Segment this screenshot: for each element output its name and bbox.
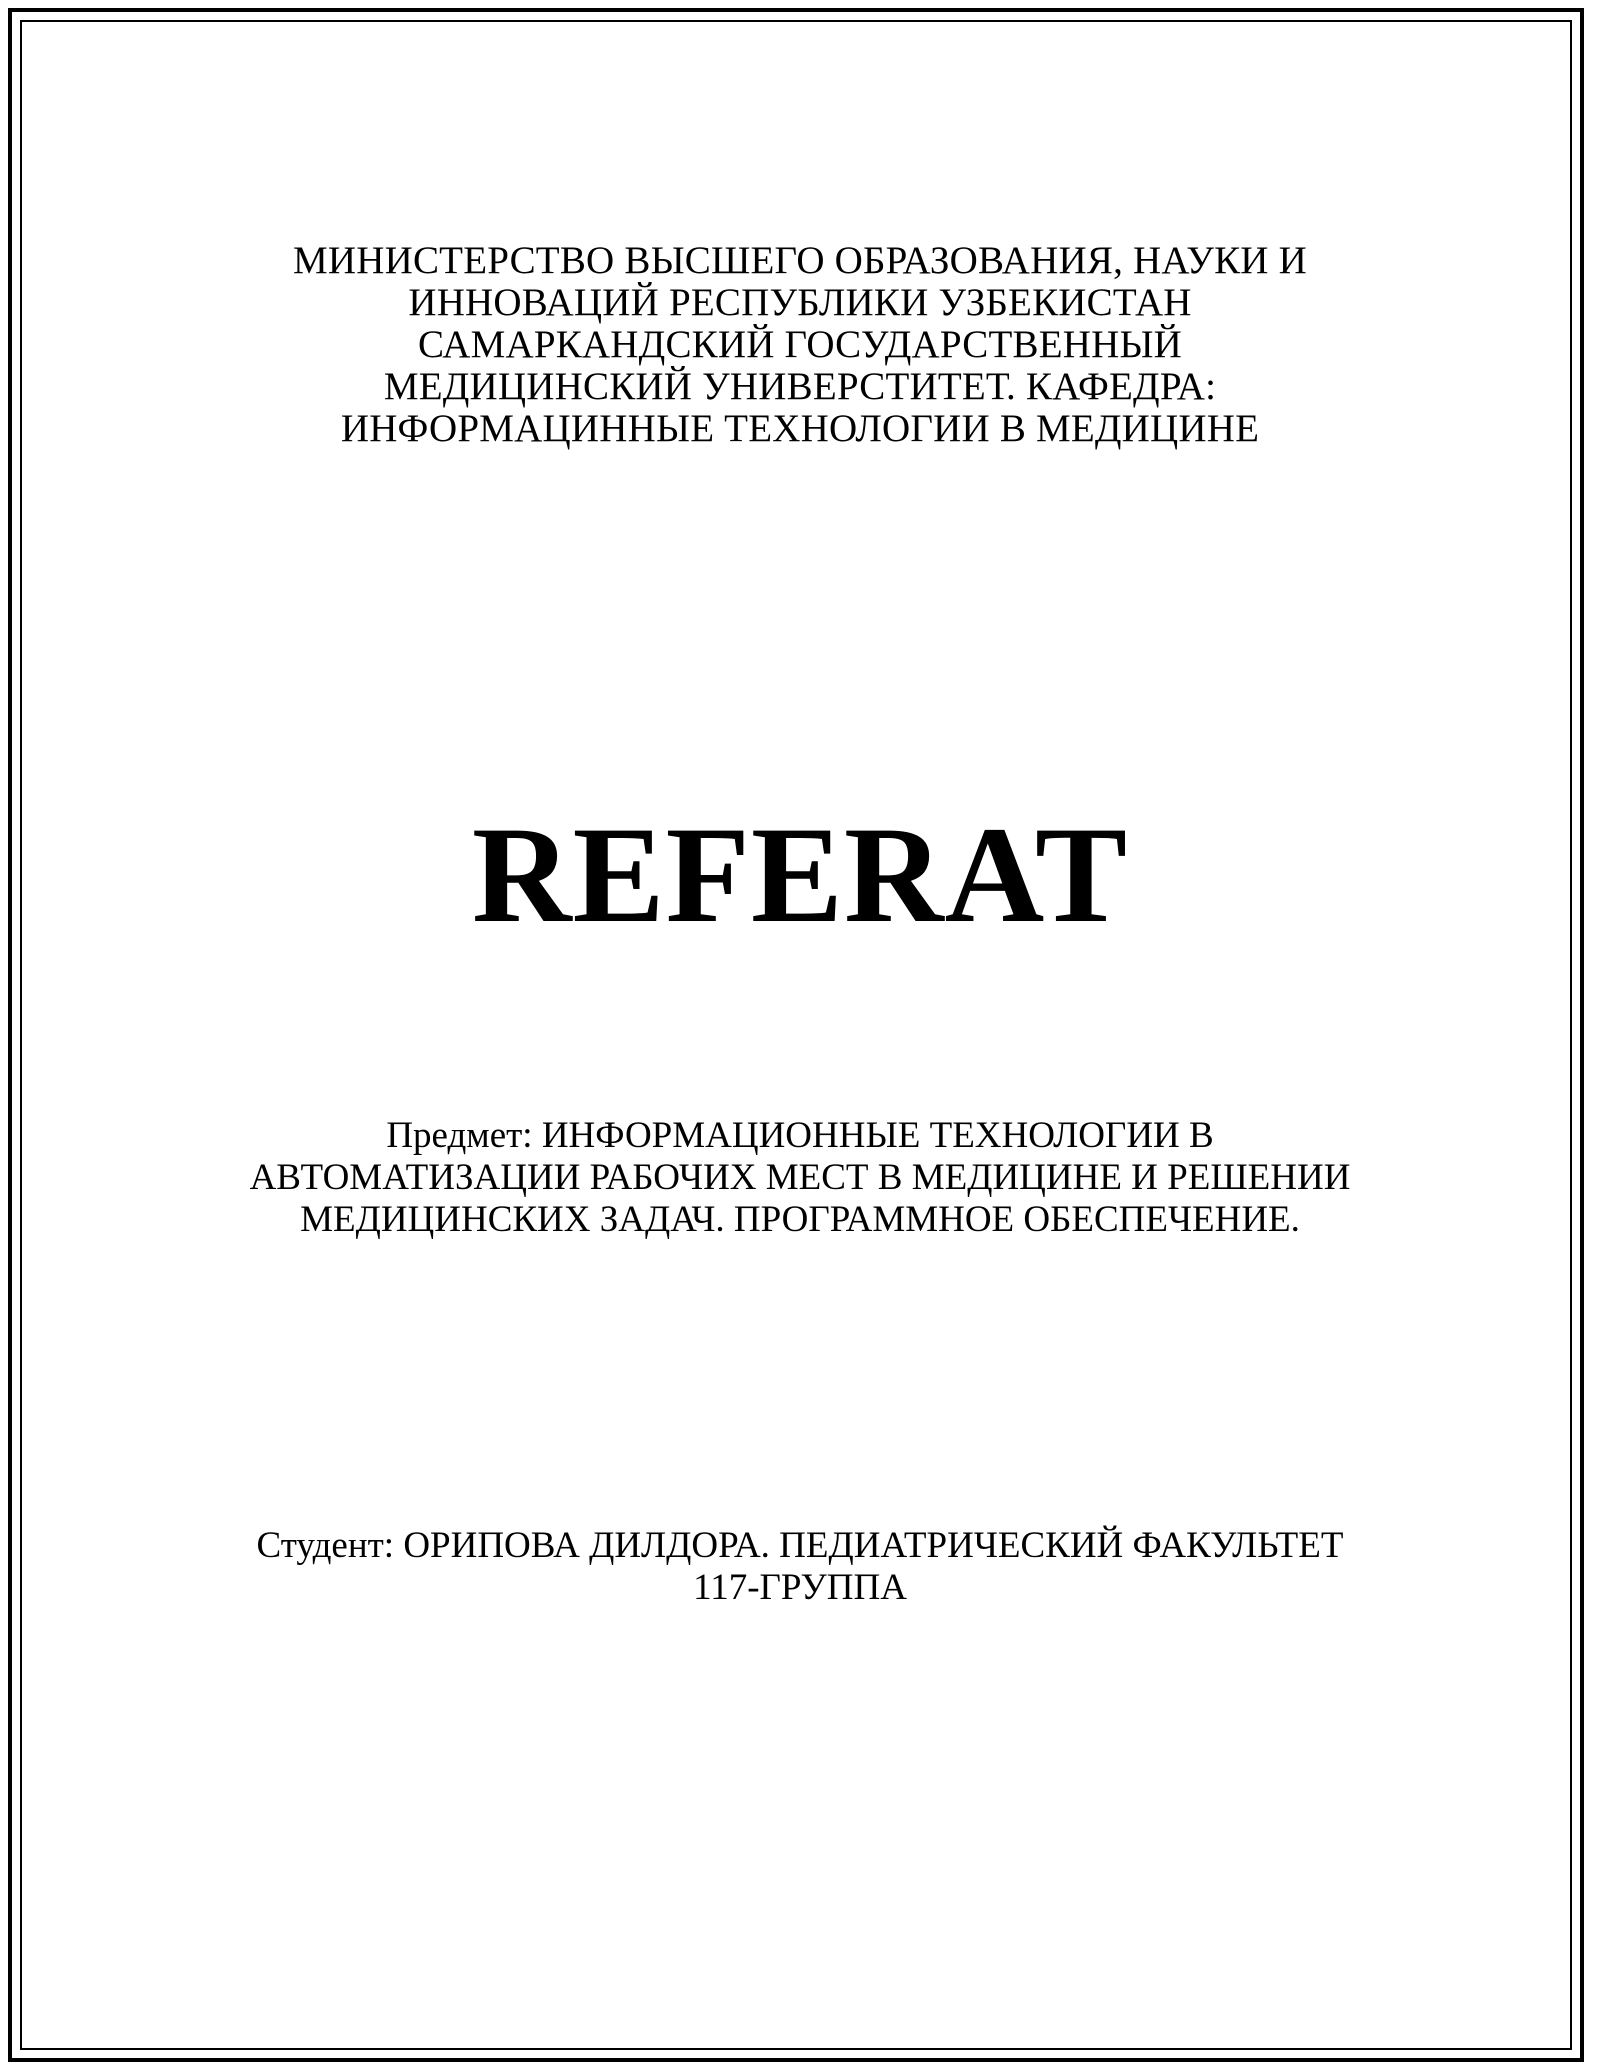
- subject-line: АВТОМАТИЗАЦИИ РАБОЧИХ МЕСТ В МЕДИЦИНЕ И РЕШЕНИИ: [249, 1157, 1351, 1198]
- header-line: САМАРКАНДСКИЙ ГОСУДАРСТВЕННЫЙ: [417, 323, 1183, 366]
- subject-line: МЕДИЦИНСКИХ ЗАДАЧ. ПРОГРАММНОЕ ОБЕСПЕЧЕНИЕ.: [300, 1199, 1300, 1240]
- subject-line: Предмет: ИНФОРМАЦИОННЫЕ ТЕХНОЛОГИИ В: [386, 1115, 1214, 1156]
- header-line: ИНФОРМАЦИННЫЕ ТЕХНОЛОГИИ В МЕДИЦИНЕ: [340, 407, 1260, 450]
- document-title: REFERAT: [471, 798, 1129, 951]
- student-block: [0, 1525, 1600, 1609]
- subject-block: [0, 1115, 1600, 1241]
- student-line: Студент: ОРИПОВА ДИЛДОРА. ПЕДИАТРИЧЕСКИЙ ФАКУЛЬТЕТ: [256, 1525, 1344, 1566]
- header-line: ИННОВАЦИЙ РЕСПУБЛИКИ УЗБЕКИСТАН: [408, 281, 1192, 324]
- student-line: 117-ГРУППА: [693, 1567, 907, 1608]
- institution-header: [0, 240, 1600, 450]
- header-line: МИНИСТЕРСТВО ВЫСШЕГО ОБРАЗОВАНИЯ, НАУКИ И: [293, 239, 1307, 282]
- header-line: МЕДИЦИНСКИЙ УНИВЕРСТИТЕТ. КАФЕДРА:: [383, 365, 1217, 408]
